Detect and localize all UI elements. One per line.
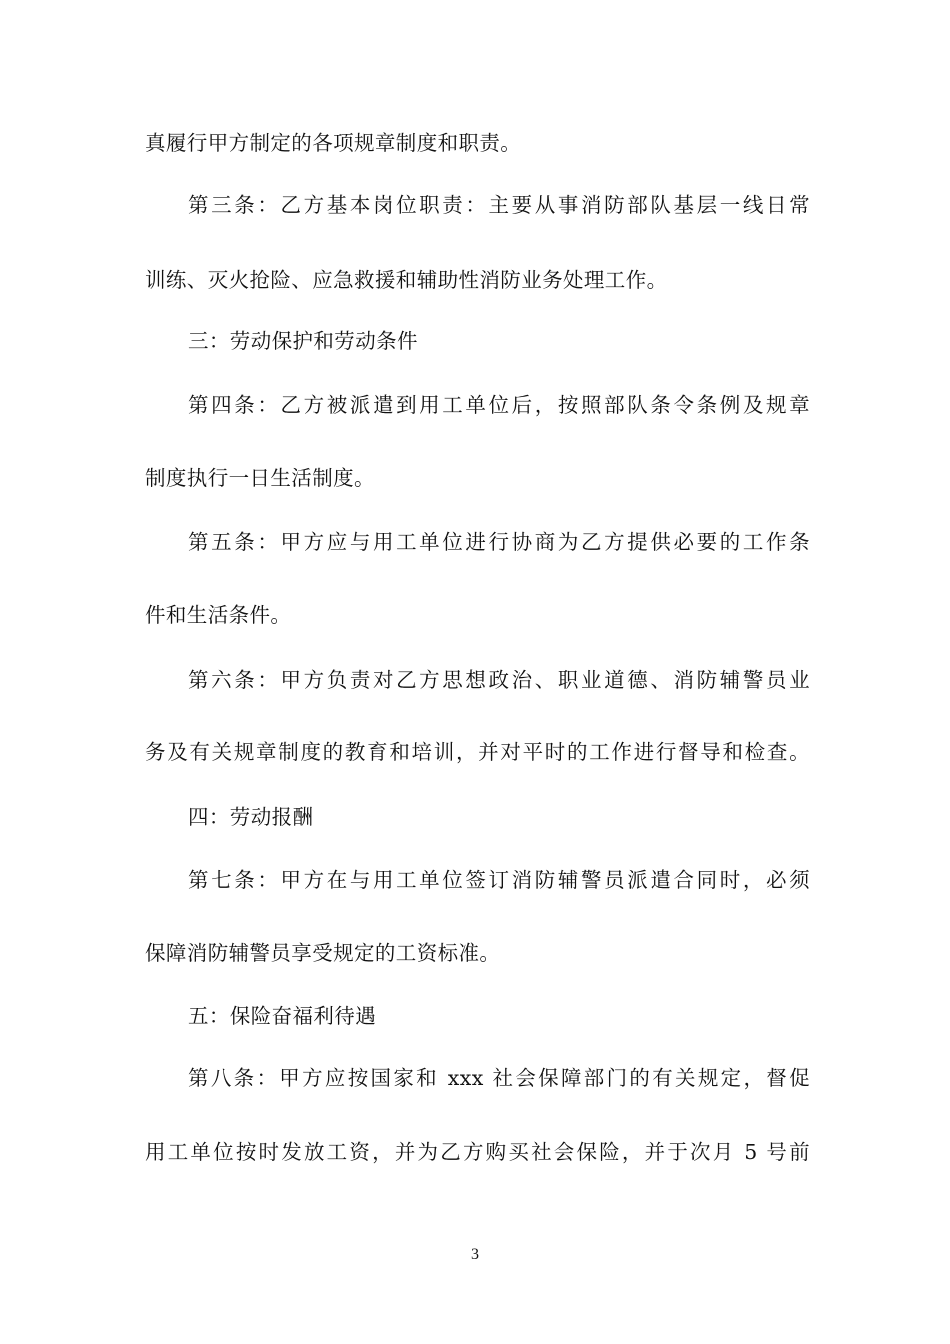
section-heading-remuneration: 四：劳动报酬: [188, 805, 314, 829]
section-heading-insurance-welfare: 五：保险奋福利待遇: [188, 1004, 377, 1028]
article-5-line-1: 第五条：甲方应与用工单位进行协商为乙方提供必要的工作条: [188, 530, 810, 554]
article-5-line-2: 件和生活条件。: [145, 603, 292, 627]
paragraph-line: 真履行甲方制定的各项规章制度和职责。: [145, 131, 522, 155]
article-3-line-1: 第三条：乙方基本岗位职责：主要从事消防部队基层一线日常: [188, 193, 810, 217]
article-4-line-2: 制度执行一日生活制度。: [145, 466, 375, 490]
article-4-line-1: 第四条：乙方被派遣到用工单位后，按照部队条令条例及规章: [188, 393, 810, 417]
article-8-line-1: 第八条：甲方应按国家和 xxx 社会保障部门的有关规定，督促: [188, 1066, 810, 1090]
section-heading-labor-protection: 三：劳动保护和劳动条件: [188, 329, 418, 353]
article-7-line-1: 第七条：甲方在与用工单位签订消防辅警员派遣合同时，必须: [188, 868, 810, 892]
article-6-line-1: 第六条：甲方负责对乙方思想政治、职业道德、消防辅警员业: [188, 668, 810, 692]
article-6-line-2: 务及有关规章制度的教育和培训，并对平时的工作进行督导和检查。: [145, 740, 810, 764]
page-number: 3: [471, 1246, 479, 1263]
article-3-line-2: 训练、灭火抢险、应急救援和辅助性消防业务处理工作。: [145, 268, 668, 292]
article-8-line-2: 用工单位按时发放工资，并为乙方购买社会保险，并于次月 5 号前: [145, 1140, 810, 1164]
article-7-line-2: 保障消防辅警员享受规定的工资标准。: [145, 941, 501, 965]
